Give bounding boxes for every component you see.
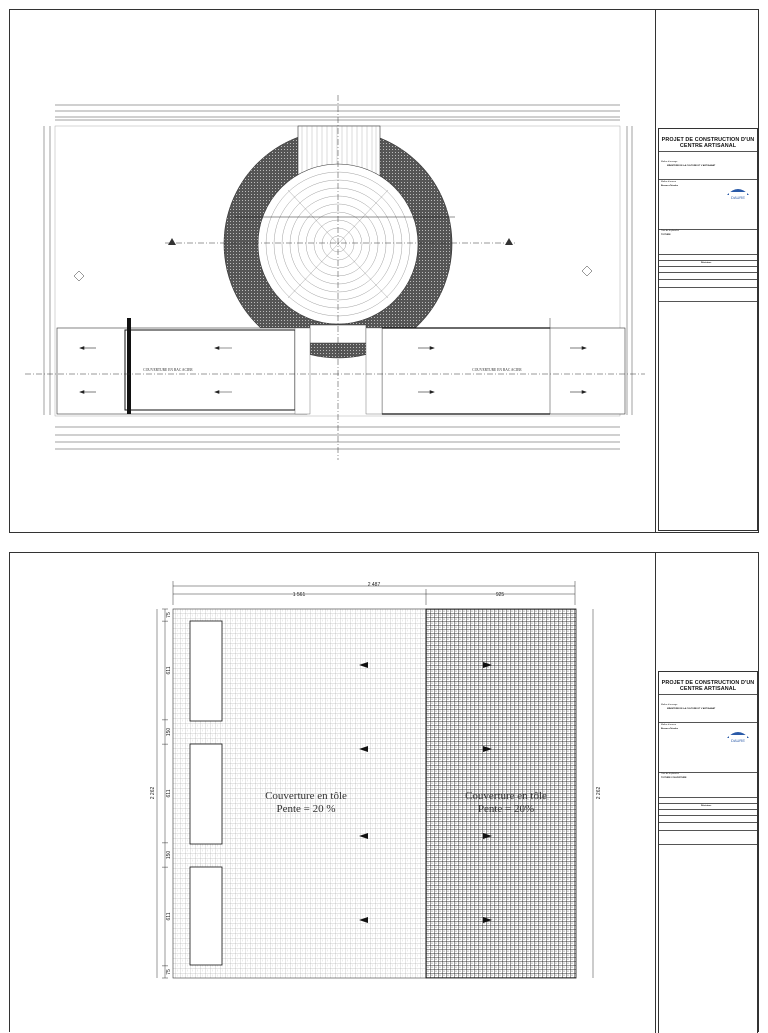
left-roof-label: Couverture en tôle	[265, 790, 347, 802]
svg-text:DAURE: DAURE	[730, 738, 746, 743]
roof-plan-drawing	[10, 10, 655, 532]
sheet-title: TOITURE	[661, 234, 671, 236]
svg-text:DAURE: DAURE	[730, 195, 746, 200]
company-logo-icon	[725, 183, 751, 201]
sheet-label: Titre de la planche	[661, 230, 679, 232]
level-marker-right	[505, 238, 513, 245]
architect-name-2: Bureau d'études	[661, 728, 679, 730]
roof-covering-plan	[10, 553, 655, 1031]
title-block	[658, 128, 758, 531]
left-roof-label: COUVERTURE EN BAC ACIER	[143, 368, 193, 372]
architect-label: Maître d'oeuvre	[661, 181, 677, 183]
dimension-lines-top	[55, 105, 620, 120]
section-marker-left	[74, 271, 84, 281]
dim-left-width: 1 561	[292, 592, 306, 598]
title-block-2	[658, 671, 758, 1033]
drawing-sheet-2	[9, 552, 759, 1032]
dim-total-width: 2 487	[367, 582, 381, 588]
skylight-3	[190, 867, 222, 965]
level-marker-left	[168, 238, 176, 245]
client-name-2: MINISTERE DE LA CULTURE ET L'ARTISANAT	[667, 708, 716, 710]
skylight-2	[190, 744, 222, 844]
section-marker-right	[582, 266, 592, 276]
dim-segment-label: 75	[166, 612, 172, 618]
right-roof-label: Couverture en tôle	[465, 790, 547, 802]
dim-right-width: 925	[495, 592, 505, 598]
dim-segment-label: 611	[166, 666, 172, 675]
project-title-2: PROJET DE CONSTRUCTION D'UN CENTRE ARTISANAL	[661, 680, 755, 692]
dim-segment-label: 150	[166, 727, 172, 737]
architect-label-2: Maître d'oeuvre	[661, 724, 677, 726]
dim-total-height-right: 2 262	[596, 786, 602, 800]
dim-total-height-left: 2 262	[150, 786, 156, 800]
project-title: PROJET DE CONSTRUCTION D'UN CENTRE ARTISANAL	[661, 137, 755, 149]
sheet-title-2: TOITURE COUVERTURE	[661, 777, 687, 779]
left-wing-gutter	[127, 318, 131, 414]
right-roof-label: COUVERTURE EN BAC ACIER	[472, 368, 522, 372]
client-label: Maître d'ouvrage	[661, 161, 678, 163]
title-block-column	[655, 10, 760, 532]
dim-segment-label: 611	[166, 912, 172, 921]
dim-segment-label: 75	[166, 969, 172, 975]
sheet-label-2: Titre de la planche	[661, 773, 679, 775]
dim-segment-label: 150	[166, 850, 172, 860]
right-roof-slope: Pente = 20%	[477, 803, 535, 815]
title-block-column-2	[655, 553, 760, 1033]
client-label-2: Maître d'ouvrage	[661, 704, 678, 706]
dimension-lines-bottom	[55, 427, 620, 449]
revision-header-2: Révisions	[701, 805, 712, 807]
skylight-1	[190, 621, 222, 721]
client-name: MINISTERE DE LA CULTURE ET L'ARTISANAT	[667, 165, 716, 167]
company-logo-icon	[725, 726, 751, 744]
left-roof-slope: Pente = 20 %	[276, 803, 336, 815]
revision-header: Révisions	[701, 262, 712, 264]
architect-name: Bureau d'études	[661, 185, 679, 187]
dim-segment-label: 611	[166, 789, 172, 798]
drawing-sheet-1	[9, 9, 759, 533]
